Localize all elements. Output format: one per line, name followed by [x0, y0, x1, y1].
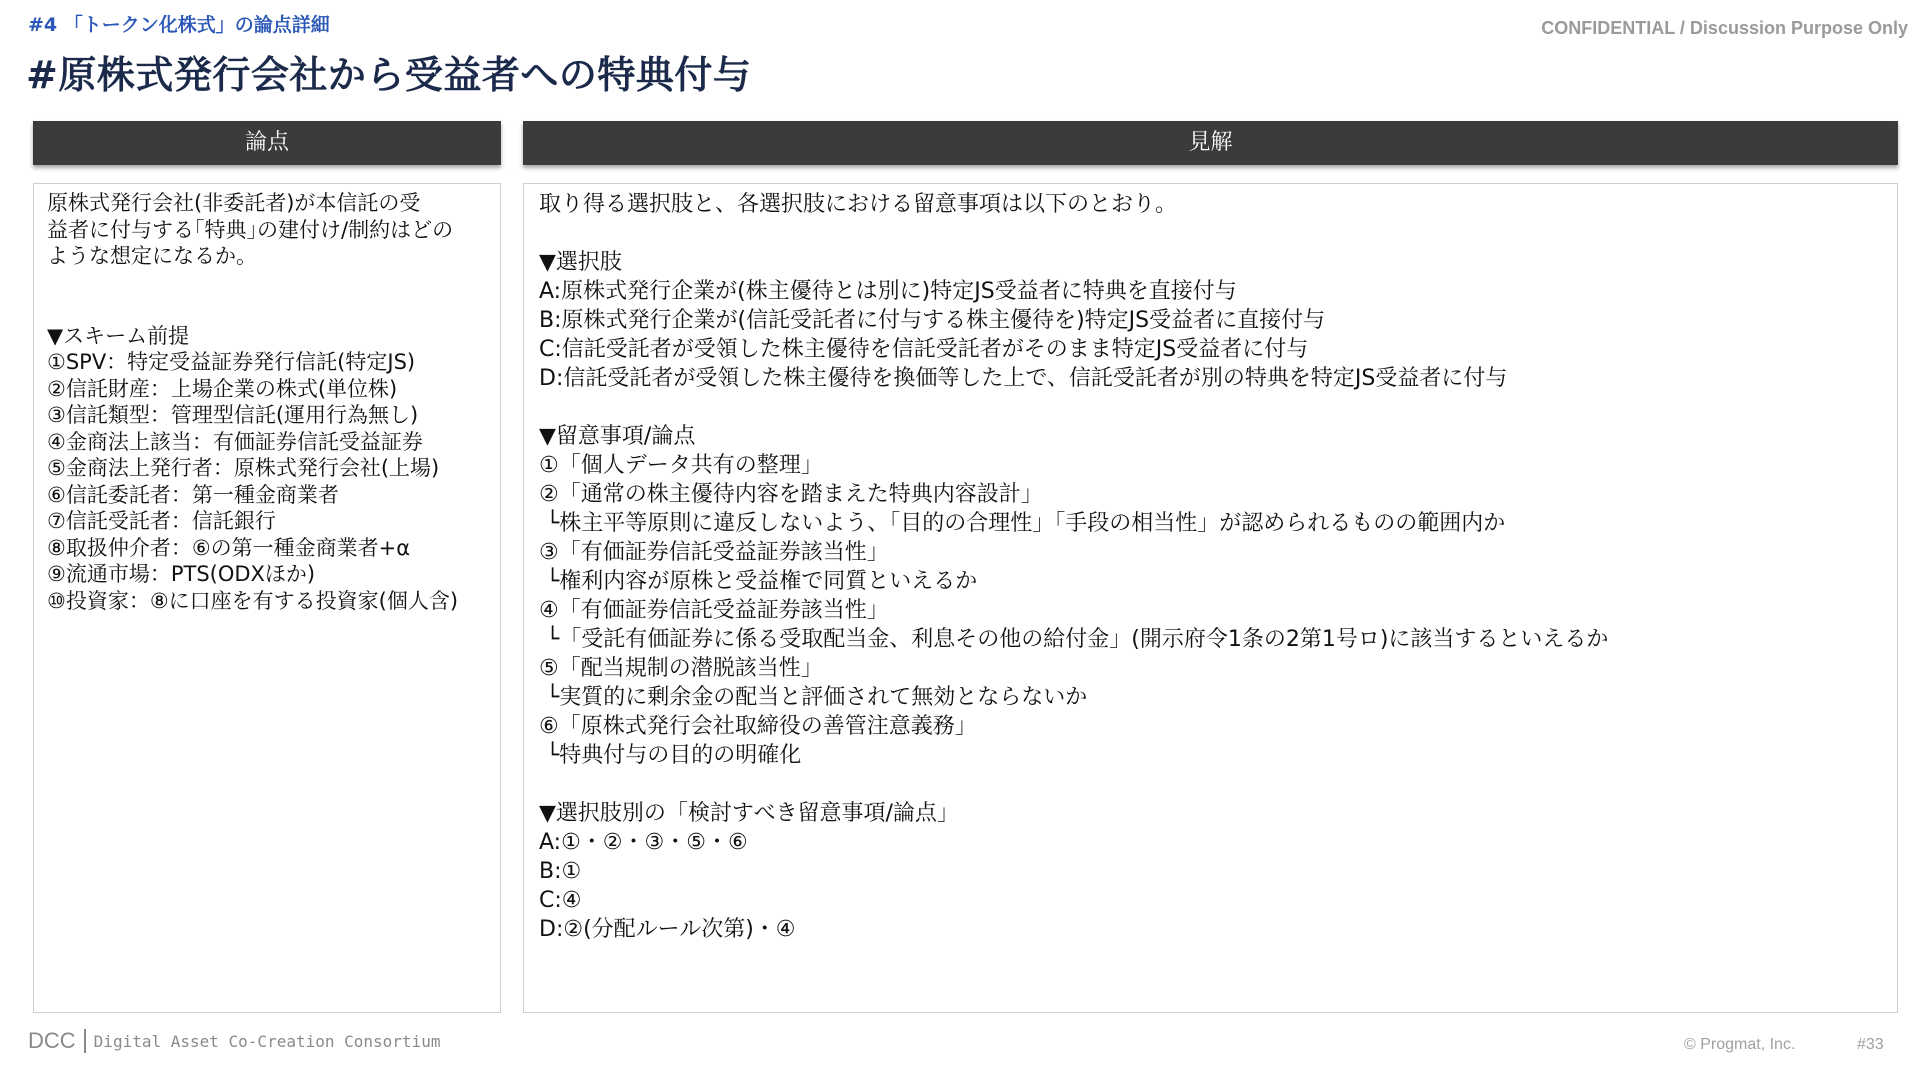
- text-line: ⑦信託受託者：信託銀行: [47, 509, 276, 533]
- logo-divider: [84, 1029, 86, 1053]
- copyright: © Progmat, Inc.: [1684, 1036, 1796, 1053]
- issue-text: [47, 190, 487, 614]
- text-line: ⑨流通市場：PTS(ODXほか): [47, 562, 316, 586]
- text-line: [539, 770, 1882, 799]
- text-line: ⑧取扱仲介者：⑥の第一種金商業者+α: [47, 535, 411, 560]
- section-kicker: #4 「トークン化株式」の論点詳細: [28, 14, 330, 36]
- text-line: ③「有価証券信託受益証券該当性」: [539, 540, 889, 565]
- text-line: [47, 270, 487, 297]
- text-line: 原株式発行会社(非委託者)が本信託の受: [47, 191, 421, 215]
- text-line: [539, 393, 1882, 422]
- text-line: A:原株式発行企業が(株主優待とは別に)特定JS受益者に特典を直接付与: [539, 279, 1237, 304]
- text-line: C:信託受託者が受領した株主優待を信託受託者がそのまま特定JS受益者に付与: [539, 337, 1309, 362]
- opinion-text: [539, 190, 1882, 944]
- text-line: 益者に付与する｢特典｣の建付け/制約はどの: [47, 217, 454, 242]
- text-line: ような想定になるか。: [47, 244, 257, 268]
- text-line: ⑤「配当規制の潜脱該当性」: [539, 656, 823, 681]
- opinion-panel: [523, 183, 1898, 1013]
- confidential-label: CONFIDENTIAL / Discussion Purpose Only: [1541, 18, 1908, 38]
- text-line: ④金商法上該当：有価証券信託受益証券: [47, 429, 423, 454]
- text-line: ⑥「原株式発行会社取締役の善管注意義務」: [539, 714, 977, 739]
- column-header-opinion: 見解: [523, 121, 1898, 165]
- text-line: └実質的に剰余金の配当と評価されて無効とならないか: [539, 685, 1088, 710]
- page-title: #原株式発行会社から受益者への特典付与: [26, 53, 752, 97]
- text-line: [539, 219, 1882, 248]
- dcc-logo-text: DCC: [28, 1028, 76, 1053]
- text-line: └権利内容が原株と受益権で同質といえるか: [539, 569, 978, 594]
- text-line: B:①: [539, 859, 582, 884]
- text-line: ②信託財産：上場企業の株式(単位株): [47, 376, 398, 401]
- text-line: C:④: [539, 888, 582, 913]
- text-line: ▼スキーム前提: [47, 323, 190, 348]
- text-line: ①「個人データ共有の整理」: [539, 453, 823, 478]
- text-line: ①SPV：特定受益証券発行信託(特定JS): [47, 350, 416, 374]
- text-line: ④「有価証券信託受益証券該当性」: [539, 598, 889, 623]
- page-number: #33: [1857, 1036, 1884, 1053]
- text-line: ⑩投資家：⑧に口座を有する投資家(個人含): [47, 588, 459, 613]
- text-line: D:②(分配ルール次第)・④: [539, 917, 796, 942]
- text-line: A:①・②・③・⑤・⑥: [539, 830, 748, 855]
- text-line: └特典付与の目的の明確化: [539, 743, 802, 768]
- text-line: └株主平等原則に違反しないよう、「目的の合理性」「手段の相当性」が認められるものの範囲内か: [539, 511, 1506, 536]
- issue-panel: [33, 183, 501, 1013]
- text-line: ▼選択肢別の「検討すべき留意事項/論点」: [539, 801, 959, 826]
- text-line: ▼選択肢: [539, 250, 622, 275]
- text-line: ▼留意事項/論点: [539, 424, 696, 449]
- text-line: 取り得る選択肢と、各選択肢における留意事項は以下のとおり。: [539, 192, 1178, 217]
- text-line: [47, 296, 487, 323]
- text-line: ③信託類型：管理型信託(運用行為無し): [47, 403, 419, 427]
- dcc-logo: [28, 1028, 440, 1054]
- text-line: ⑥信託委託者：第一種金商業者: [47, 482, 339, 507]
- text-line: ②「通常の株主優待内容を踏まえた特典内容設計」: [539, 482, 1043, 507]
- text-line: D:信託受託者が受領した株主優待を換価等した上で、信託受託者が別の特典を特定JS受益者に付与: [539, 366, 1508, 391]
- text-line: ⑤金商法上発行者：原株式発行会社(上場): [47, 456, 440, 480]
- consortium-name: Digital Asset Co-Creation Consortium: [93, 1031, 441, 1051]
- column-header-issue: 論点: [33, 121, 501, 165]
- text-line: └「受託有価証券に係る受取配当金、利息その他の給付金」(開示府令1条の2第1号ロ)に該当するといえるか: [539, 627, 1609, 652]
- text-line: B:原株式発行企業が(信託受託者に付与する株主優待を)特定JS受益者に直接付与: [539, 308, 1326, 333]
